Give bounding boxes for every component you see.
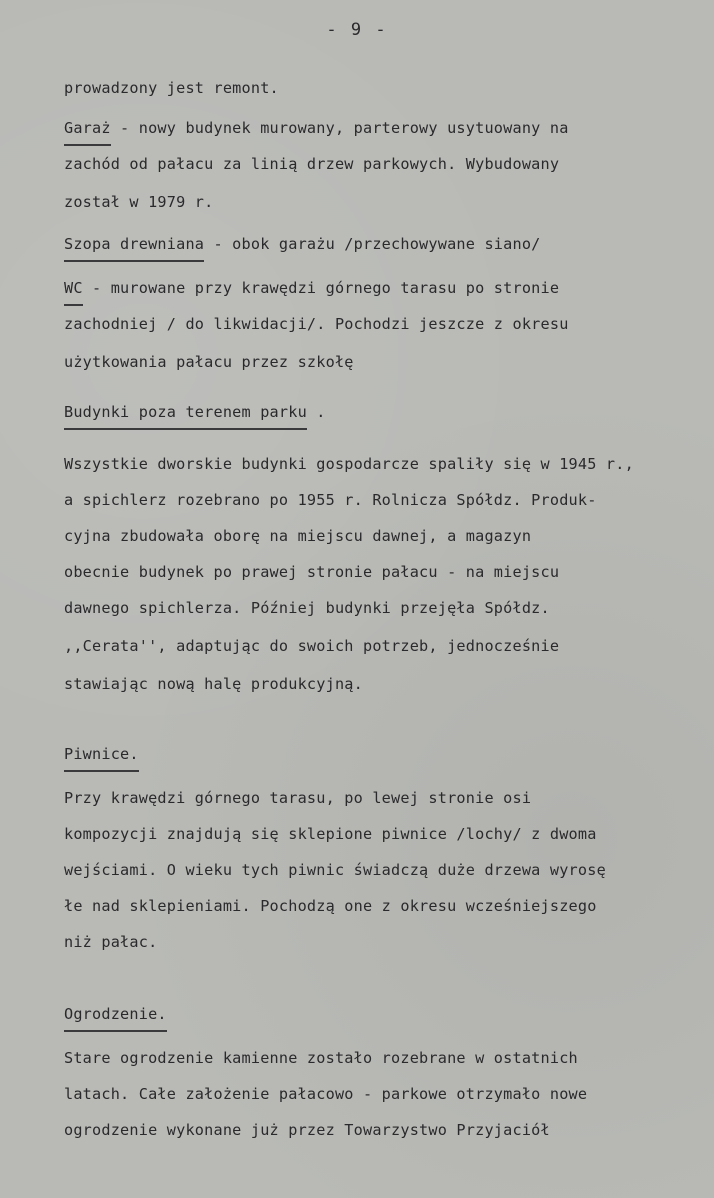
text-line (64, 234, 541, 262)
text-line (64, 352, 354, 372)
text-line (64, 744, 139, 772)
text-line (64, 860, 606, 880)
text-line (64, 636, 559, 656)
section-heading: Garaż (64, 118, 111, 146)
text-segment: wejściami. O wieku tych piwnic świadczą duże drzewa wyrosę (64, 861, 606, 879)
section-heading: Budynki poza terenem parku (64, 402, 307, 430)
text-line (64, 278, 559, 306)
text-segment: dawnego spichlerza. Później budynki przejęła Spółdz. (64, 599, 550, 617)
text-line (64, 154, 559, 174)
section-heading: Piwnice. (64, 744, 139, 772)
text-segment: zachód od pałacu za linią drzew parkowych. Wybudowany (64, 155, 560, 173)
text-line (64, 526, 531, 546)
text-line (64, 314, 569, 334)
text-line (64, 896, 597, 916)
text-line (64, 118, 569, 146)
text-line (64, 932, 157, 952)
text-segment: - obok garażu /przechowywane siano/ (204, 235, 541, 253)
page-number: - 9 - (326, 20, 388, 40)
text-line (64, 192, 214, 212)
text-segment: . (306, 403, 326, 421)
text-segment: ,,Cerata'', adaptując do swoich potrzeb, jednocześnie (64, 637, 560, 655)
text-line (64, 824, 597, 844)
text-line (64, 598, 550, 618)
text-segment: stawiając nową halę produkcyjną. (64, 675, 363, 693)
text-line (64, 562, 559, 582)
text-segment: Przy krawędzi górnego tarasu, po lewej stronie osi (64, 789, 532, 807)
text-segment: łe nad sklepieniami. Pochodzą one z okresu wcześniejszego (64, 897, 597, 915)
text-segment: obecnie budynek po prawej stronie pałacu - na miejscu (64, 563, 560, 581)
section-heading: Ogrodzenie. (64, 1004, 167, 1032)
text-segment: użytkowania pałacu przez szkołę (64, 353, 354, 371)
text-line (64, 402, 326, 430)
text-line (64, 1084, 587, 1104)
text-segment: zachodniej / do likwidacji/. Pochodzi jeszcze z okresu (64, 315, 569, 333)
section-heading: Szopa drewniana (64, 234, 204, 262)
text-segment: Stare ogrodzenie kamienne zostało rozebrane w ostatnich (64, 1049, 578, 1067)
text-line (64, 490, 597, 510)
text-line (64, 788, 531, 808)
text-segment: a spichlerz rozebrano po 1955 r. Rolnicza Spółdz. Produk- (64, 491, 597, 509)
text-segment: - murowane przy krawędzi górnego tarasu po stronie (82, 279, 560, 297)
text-line (64, 1048, 578, 1068)
section-heading: WC (64, 278, 83, 306)
text-segment: cyjna zbudowała oborę na miejscu dawnej, a magazyn (64, 527, 532, 545)
text-segment: został w 1979 r. (64, 193, 214, 211)
text-segment: prowadzony jest remont. (64, 79, 279, 97)
text-segment: - nowy budynek murowany, parterowy usytuowany na (110, 119, 569, 137)
text-line (64, 454, 634, 474)
text-segment: Wszystkie dworskie budynki gospodarcze spaliły się w 1945 r., (64, 455, 634, 473)
text-line (64, 78, 279, 98)
text-line (64, 674, 363, 694)
text-segment: niż pałac. (64, 933, 158, 951)
text-line (64, 1004, 167, 1032)
text-segment: kompozycji znajdują się sklepione piwnice /lochy/ z dwoma (64, 825, 597, 843)
text-segment: ogrodzenie wykonane już przez Towarzystwo Przyjaciół (64, 1121, 550, 1139)
text-line (64, 1120, 550, 1140)
text-segment: latach. Całe założenie pałacowo - parkowe otrzymało nowe (64, 1085, 588, 1103)
